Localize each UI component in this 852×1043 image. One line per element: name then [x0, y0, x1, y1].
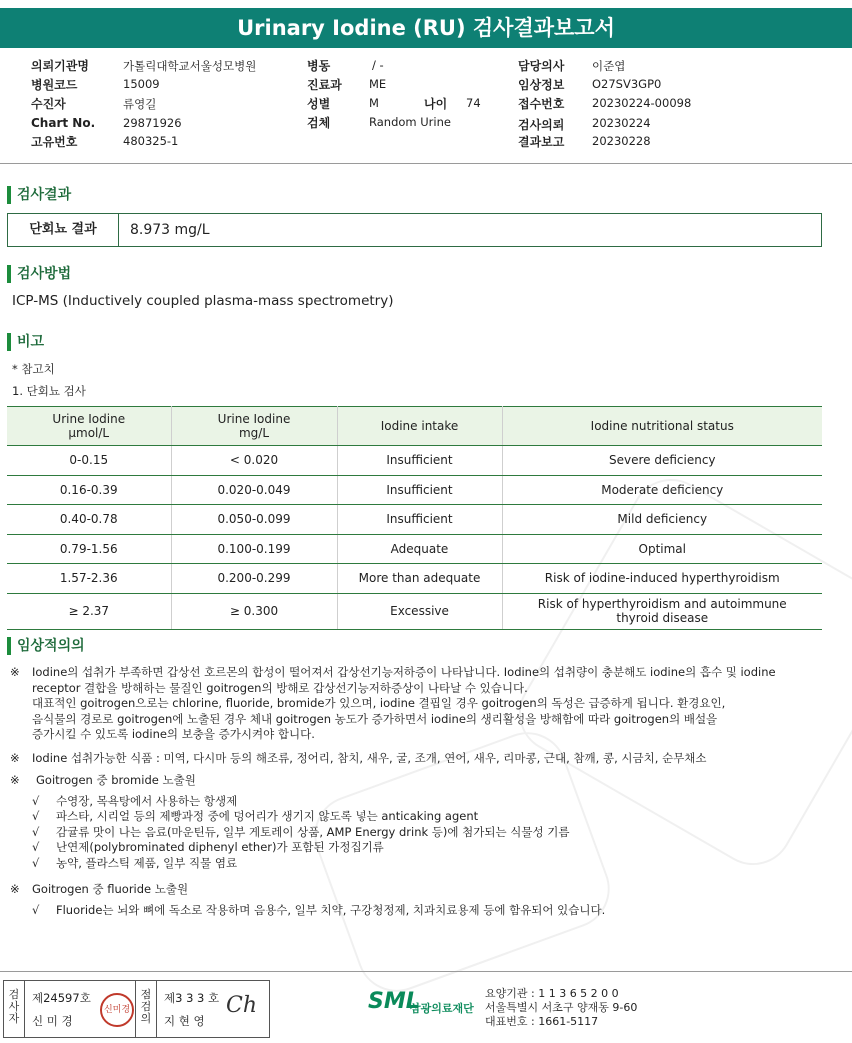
reviewer-number: 제3 3 3 호: [164, 991, 220, 1005]
table-row: [7, 475, 822, 505]
cell: 0.40-0.78: [7, 505, 171, 535]
value-unique-no: 480325-1: [123, 134, 179, 148]
cell: 0.050-0.099: [171, 505, 337, 535]
value-institution: 가톨릭대학교서울성모병원: [123, 59, 257, 73]
method-text: ICP-MS (Inductively coupled plasma-mass spectrometry): [12, 293, 394, 309]
signature-scribble: Ch: [226, 993, 258, 1018]
reference-mark: ※: [10, 750, 20, 765]
lab-address: 서울특별시 서초구 양재동 9-60: [485, 1001, 638, 1014]
value-specimen: Random Urine: [369, 115, 451, 129]
value-sex: M: [369, 96, 379, 110]
lab-code: 요양기관 : 1 1 3 6 5 2 0 0: [485, 987, 619, 1000]
result-box: [7, 213, 822, 247]
label-clinical-info: 임상정보: [518, 78, 565, 92]
label-department: 진료과: [307, 78, 342, 92]
cell: More than adequate: [337, 564, 502, 594]
table-header-row: [7, 407, 822, 446]
cell: Insufficient: [337, 446, 502, 476]
label-receipt-no: 접수번호: [518, 97, 565, 111]
header-mgl: Urine Iodine mg/L: [171, 407, 337, 446]
seal-stamp: [100, 993, 134, 1027]
reference-table: [7, 406, 822, 630]
cell: Insufficient: [337, 505, 502, 535]
value-age: 74: [466, 96, 481, 110]
text-line: 대표적인 goitrogen으로는 chlorine, fluoride, bromide가 있으며, iodine 결핍일 경우 goitrogen의 독성은 급증하게 됩니다. 환경요인,: [32, 696, 726, 710]
cell: 0.100-0.199: [171, 534, 337, 564]
cell: 0.16-0.39: [7, 475, 171, 505]
header-umol: Urine Iodine μmol/L: [7, 407, 171, 446]
value-chart-no: 29871926: [123, 116, 182, 130]
cell: Risk of hyperthyroidism and autoimmune thyroid disease: [502, 593, 822, 629]
tester-name: 신 미 경: [32, 1014, 73, 1028]
list-item: √ 난연제(polybrominated diphenyl ether)가 포함된 가정집기류: [32, 840, 384, 854]
clinical-foods: [10, 751, 840, 767]
section-method-heading: 검사방법: [7, 265, 71, 283]
label-chart-no: Chart No.: [31, 116, 96, 130]
lab-logo: SML: [368, 989, 420, 1014]
header-status: Iodine nutritional status: [502, 407, 822, 446]
clinical-paragraph: [10, 665, 840, 743]
text-line: receptor 결합을 방해하는 물질인 goitrogen의 방해로 갑상선기능저하증상이 나타날 수 있습니다.: [32, 680, 528, 695]
value-receipt-no: 20230224-00098: [592, 96, 692, 110]
reference-mark: ※: [10, 882, 20, 896]
divider: [24, 981, 25, 1037]
cell: Severe deficiency: [502, 446, 822, 476]
reviewer-name: 지 현 영: [164, 1014, 205, 1028]
label-request-date: 검사의뢰: [518, 118, 565, 132]
value-clinical-info: O27SV3GP0: [592, 77, 662, 91]
check-icon: √: [32, 840, 40, 854]
cell: < 0.020: [171, 446, 337, 476]
check-icon: √: [32, 855, 40, 870]
divider: [135, 981, 136, 1037]
list-item: √ Fluoride는 뇌와 뼈에 독소로 작용하며 음용수, 일부 치약, 구강청정제, 치과치료용제 등에 함유되어 있습니다.: [32, 902, 606, 917]
lab-phone: 대표번호 : 1661-5117: [485, 1015, 599, 1028]
cell: 0-0.15: [7, 446, 171, 476]
clinical-fluoride: [10, 882, 840, 918]
reference-mark: ※: [10, 665, 20, 679]
label-institution: 의뢰기관명: [31, 59, 89, 73]
table-row: [7, 593, 822, 629]
label-hospital-code: 병원코드: [31, 78, 78, 92]
tester-number: 제24597호: [32, 991, 91, 1005]
list-item: √ 파스타, 시리얼 등의 제빵과정 중에 덩어리가 생기지 않도록 넣는 anticaking agent: [32, 809, 479, 823]
cell: 1.57-2.36: [7, 564, 171, 594]
report-title: Urinary Iodine (RU) 검사결과보고서: [0, 8, 852, 48]
cell: Adequate: [337, 534, 502, 564]
cell: 0.020-0.049: [171, 475, 337, 505]
check-icon: √: [32, 793, 40, 808]
clinical-bromide: [10, 773, 840, 871]
cell: Optimal: [502, 534, 822, 564]
section-clinical-heading: 임상적의의: [7, 637, 85, 655]
section-result-heading: 검사결과: [7, 186, 71, 204]
label-specimen: 검체: [307, 116, 331, 130]
divider: [0, 163, 852, 164]
text-line: Iodine의 섭취가 부족하면 갑상선 호르몬의 합성이 떨어져서 갑상선기능저하증이 나타납니다. Iodine의 섭취량이 충분해도 iodine의 흡수 및 iodine: [32, 665, 776, 679]
value-request-date: 20230224: [592, 116, 651, 130]
value-hospital-code: 15009: [123, 77, 160, 91]
reference-mark: ※: [10, 773, 20, 787]
subheading: Goitrogen 중 fluoride 노출원: [32, 882, 189, 896]
label-patient: 수진자: [31, 97, 66, 111]
cell: Mild deficiency: [502, 505, 822, 535]
check-icon: √: [32, 824, 40, 839]
header-intake: Iodine intake: [337, 407, 502, 446]
footer: [0, 975, 852, 1043]
text-line: Iodine 섭취가능한 식품 : 미역, 다시마 등의 해조류, 정어리, 참치, 새우, 굴, 조개, 연어, 새우, 리마콩, 근대, 참깨, 콩, 시금치, 순무채소: [32, 750, 707, 765]
cell: Risk of iodine-induced hyperthyroidism: [502, 564, 822, 594]
tester-label: 검 사 자: [8, 988, 20, 1025]
cell: 0.79-1.56: [7, 534, 171, 564]
text-line: 음식물의 경로로 goitrogen에 노출된 경우 체내 goitrogen 농도가 증가하면서 iodine의 생리활성을 방해함에 따라 goitrogen의 배설을: [32, 711, 718, 726]
signature-box: [3, 980, 270, 1038]
value-patient: 류영길: [123, 97, 157, 111]
value-department: ME: [369, 77, 387, 91]
reference-note: * 참고치: [12, 362, 55, 376]
table-row: [7, 505, 822, 535]
divider: [156, 981, 157, 1037]
check-icon: √: [32, 809, 40, 823]
table-row: [7, 446, 822, 476]
cell: 0.200-0.299: [171, 564, 337, 594]
label-unique-no: 고유번호: [31, 135, 78, 149]
label-age: 나이: [424, 97, 448, 111]
patient-info: [0, 55, 852, 155]
label-doctor: 담당의사: [518, 59, 565, 73]
cell: ≥ 2.37: [7, 593, 171, 629]
cell: Excessive: [337, 593, 502, 629]
cell: Moderate deficiency: [502, 475, 822, 505]
lab-info: [485, 987, 637, 1029]
value-report-date: 20230228: [592, 134, 651, 148]
lab-name: 삼광의료재단: [410, 1002, 474, 1015]
list-item: √ 감귤류 맛이 나는 음료(마운틴듀, 일부 게토레이 상품, AMP Energy drink 등)에 첨가되는 식물성 기름: [32, 824, 570, 839]
reviewer-label: 점 검 의: [140, 988, 152, 1025]
value-ward: / -: [372, 58, 384, 72]
text-line: 증가시킬 수 있도록 iodine의 보충을 증가시켜야 합니다.: [32, 727, 315, 741]
result-value: 8.973 mg/L: [130, 222, 210, 238]
seal-text: 신미경: [103, 1005, 131, 1015]
label-report-date: 결과보고: [518, 135, 565, 149]
list-item: √ 농약, 플라스틱 제품, 일부 직물 염료: [32, 855, 238, 870]
label-sex: 성별: [307, 97, 331, 111]
list-item: √ 수영장, 목욕탕에서 사용하는 항생제: [32, 793, 238, 808]
cell: Insufficient: [337, 475, 502, 505]
check-icon: √: [32, 902, 40, 917]
cell: ≥ 0.300: [171, 593, 337, 629]
table-row: [7, 534, 822, 564]
section-remarks-heading: 비고: [7, 333, 44, 351]
reference-subnote: 1. 단회뇨 검사: [12, 384, 86, 398]
result-label: 단회뇨 결과: [8, 214, 119, 246]
clinical-significance: [10, 665, 840, 918]
footer-divider: [0, 971, 852, 972]
subheading: Goitrogen 중 bromide 노출원: [36, 773, 196, 787]
value-doctor: 이준엽: [592, 59, 626, 73]
table-row: [7, 564, 822, 594]
label-ward: 병동: [307, 59, 331, 73]
